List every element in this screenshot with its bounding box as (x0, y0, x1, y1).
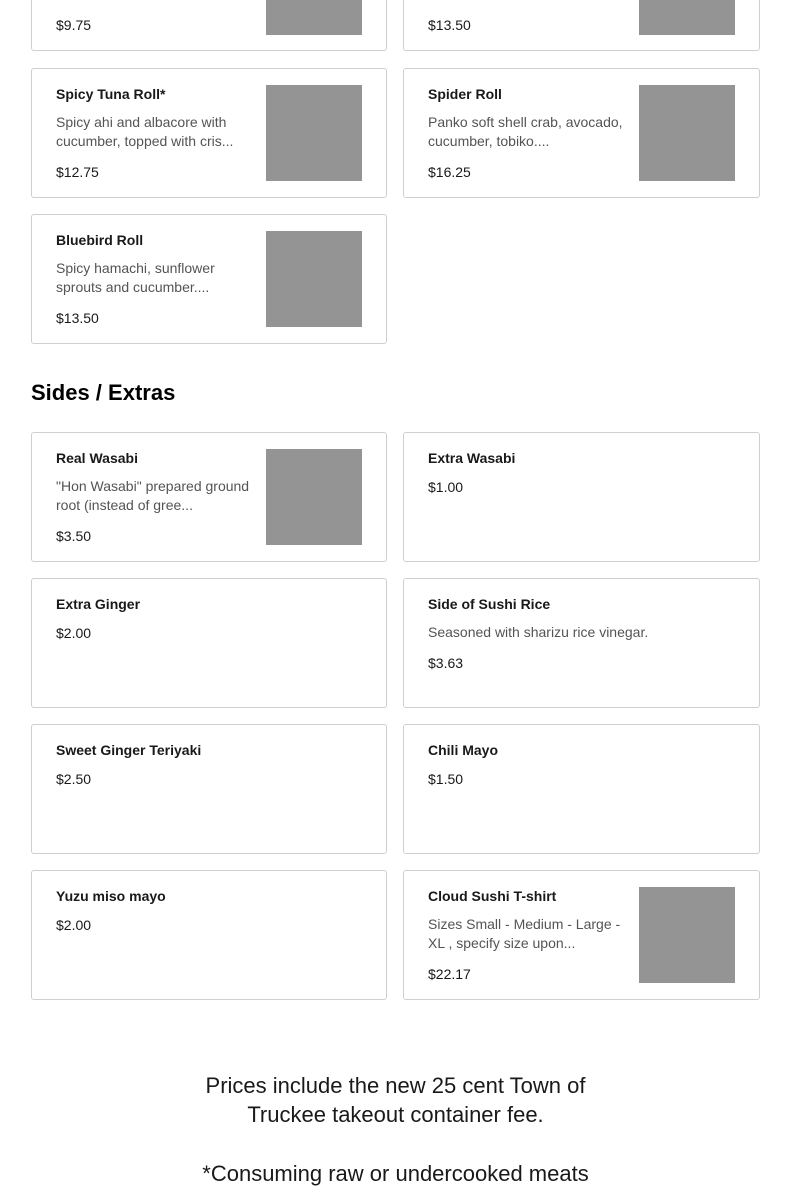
item-price: $22.17 (428, 966, 471, 982)
item-name: Chili Mayo (428, 742, 499, 758)
section-title: Sides / Extras (31, 380, 176, 405)
item-price: $13.50 (428, 17, 471, 33)
footer-note: *Consuming raw or undercooked meats (202, 1161, 589, 1186)
item-description: Spicy ahi and albacore with cucumber, topped with cris... (56, 114, 234, 149)
menu-item-card[interactable] (403, 578, 760, 708)
item-price: $2.00 (56, 625, 92, 641)
item-price: $13.50 (56, 310, 99, 326)
item-image (266, 0, 362, 35)
item-name: Sweet Ginger Teriyaki (56, 742, 202, 758)
menu-item-card[interactable] (31, 214, 387, 344)
menu-item-card[interactable] (403, 68, 760, 198)
menu-item-card[interactable] (403, 724, 760, 854)
item-image (639, 0, 735, 35)
item-image (266, 449, 362, 545)
item-name: Extra Wasabi (428, 450, 516, 466)
menu-item-card[interactable] (403, 432, 760, 562)
item-description: "Hon Wasabi" prepared ground root (instead of gree... (56, 478, 250, 513)
item-name: Yuzu miso mayo (56, 888, 166, 904)
menu-item-card[interactable] (31, 68, 387, 198)
item-name: Extra Ginger (56, 596, 141, 612)
item-description: Panko soft shell crab, avocado, cucumber, tobiko.... (428, 114, 623, 149)
menu-item-card[interactable] (31, 432, 387, 562)
item-description: Seasoned with sharizu rice vinegar. (428, 624, 649, 640)
item-image (639, 887, 735, 983)
item-image (639, 85, 735, 181)
item-description: Spicy hamachi, sunflower sprouts and cucumber.... (56, 260, 215, 295)
item-price: $3.63 (428, 655, 464, 671)
item-name: Real Wasabi (56, 450, 138, 466)
item-name: Bluebird Roll (56, 232, 144, 248)
menu-item-card[interactable] (403, 0, 760, 51)
item-name: Cloud Sushi T-shirt (428, 888, 557, 904)
item-description: Sizes Small - Medium - Large - XL , specify size upon... (428, 916, 621, 951)
item-price: $2.50 (56, 771, 92, 787)
footer-note: Prices include the new 25 cent Town of (205, 1073, 586, 1098)
item-price: $1.00 (428, 479, 464, 495)
item-price: $16.25 (428, 164, 471, 180)
menu-item-card[interactable] (403, 870, 760, 1000)
item-price: $2.00 (56, 917, 92, 933)
menu-item-card[interactable] (31, 0, 387, 51)
menu-item-card[interactable] (31, 578, 387, 708)
footer-note: Truckee takeout container fee. (247, 1102, 544, 1127)
item-name: Side of Sushi Rice (428, 596, 551, 612)
item-name: Spicy Tuna Roll* (56, 86, 166, 102)
item-image (266, 85, 362, 181)
item-price: $3.50 (56, 528, 92, 544)
item-price: $1.50 (428, 771, 464, 787)
item-name: Spider Roll (428, 86, 502, 102)
menu-item-card[interactable] (31, 870, 387, 1000)
item-image (266, 231, 362, 327)
item-price: $9.75 (56, 17, 92, 33)
item-price: $12.75 (56, 164, 99, 180)
menu-item-card[interactable] (31, 724, 387, 854)
